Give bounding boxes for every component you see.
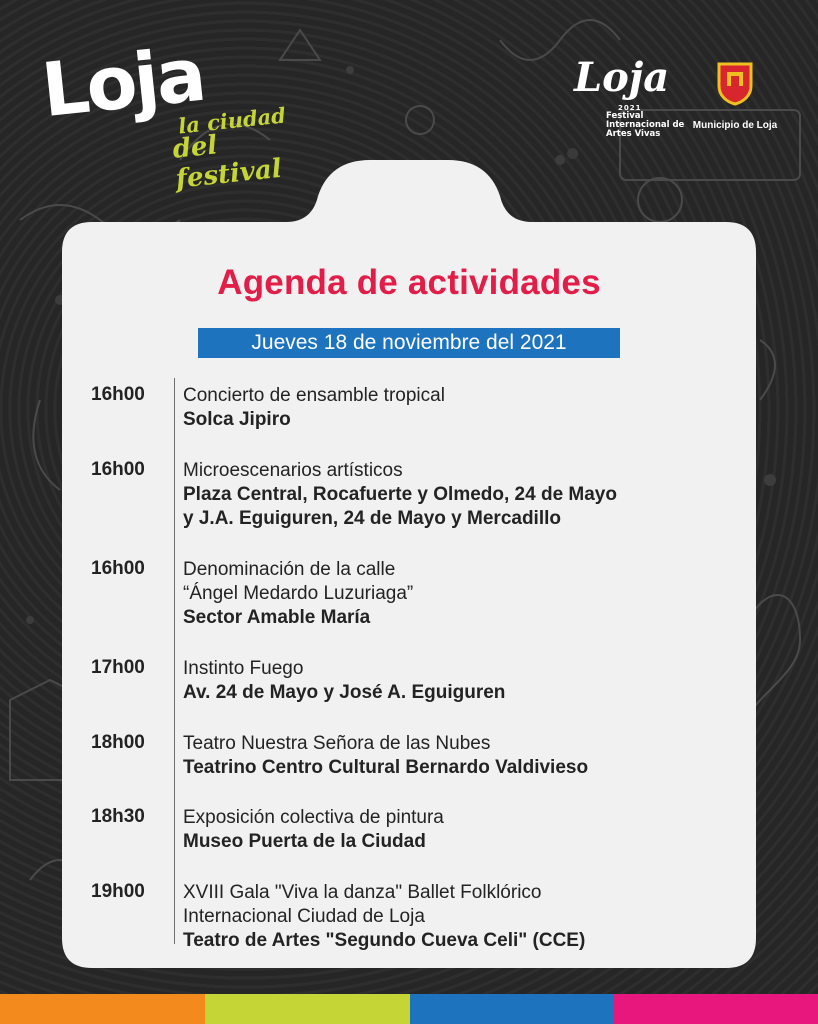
footer-bar-orange: [0, 994, 205, 1024]
agenda-item-details: [183, 558, 413, 630]
timeline-divider: [174, 378, 175, 944]
agenda-item-event: Concierto de ensamble tropical: [183, 385, 445, 406]
agenda-item-details: [183, 657, 505, 705]
footer-bar-pink: [614, 994, 818, 1024]
agenda-item-location: Teatrino Centro Cultural Bernardo Valdivieso: [183, 757, 589, 778]
agenda-title: Agenda de actividades: [217, 263, 601, 302]
agenda-item-details: [183, 806, 444, 854]
agenda-item-time: 18h00: [91, 732, 145, 753]
agenda-item-event: Internacional Ciudad de Loja: [183, 906, 425, 927]
agenda-item-location: Teatro de Artes "Segundo Cueva Celi" (CCE): [183, 930, 586, 951]
agenda-item-details: [183, 384, 445, 432]
footer-bar-green: [205, 994, 410, 1024]
loja-logo-tagline-1: la ciudad: [176, 102, 287, 139]
agenda-item-time: 16h00: [91, 558, 145, 579]
agenda-item-location: Museo Puerta de la Ciudad: [183, 831, 426, 852]
agenda-item-time: 17h00: [91, 657, 145, 678]
festival-logo-text: Festival Internacional de Artes Vivas: [606, 111, 685, 139]
agenda-item-location: Sector Amable María: [183, 607, 371, 628]
agenda-item-event: Microescenarios artísticos: [183, 460, 403, 481]
loja-logo-word: Loja: [37, 31, 208, 135]
agenda-item-event: Denominación de la calle: [183, 559, 396, 580]
agenda-item-details: [183, 881, 585, 953]
agenda-item-event: Exposición colectiva de pintura: [183, 807, 444, 828]
agenda-item-time: 16h00: [91, 459, 145, 480]
agenda-item-event: Instinto Fuego: [183, 658, 304, 679]
festival-logo-year: 2021: [618, 104, 642, 112]
agenda-item-location: Solca Jipiro: [183, 409, 291, 430]
agenda-item-details: [183, 459, 617, 531]
agenda-item-time: 18h30: [91, 806, 145, 827]
agenda-item-time: 19h00: [91, 881, 145, 902]
agenda-item-location: y J.A. Eguiguren, 24 de Mayo y Mercadillo: [183, 508, 561, 529]
festival-logo-mark: Loja: [574, 54, 670, 101]
municipio-logo-text: Municipio de Loja: [692, 120, 778, 131]
agenda-item-location: Plaza Central, Rocafuerte y Olmedo, 24 de Mayo: [183, 484, 617, 505]
agenda-item-time: 16h00: [91, 384, 145, 405]
agenda-item-event: Teatro Nuestra Señora de las Nubes: [183, 733, 491, 754]
agenda-item-details: [183, 732, 588, 780]
footer-bar-blue: [410, 994, 614, 1024]
agenda-item-event: XVIII Gala "Viva la danza" Ballet Folklórico: [183, 882, 542, 903]
agenda-item-location: Av. 24 de Mayo y José A. Eguiguren: [183, 682, 506, 703]
loja-logo-tagline-2: del festival: [171, 130, 284, 195]
agenda-item-event: “Ángel Medardo Luzuriaga”: [183, 583, 414, 604]
agenda-date-badge: Jueves 18 de noviembre del 2021: [198, 328, 620, 358]
